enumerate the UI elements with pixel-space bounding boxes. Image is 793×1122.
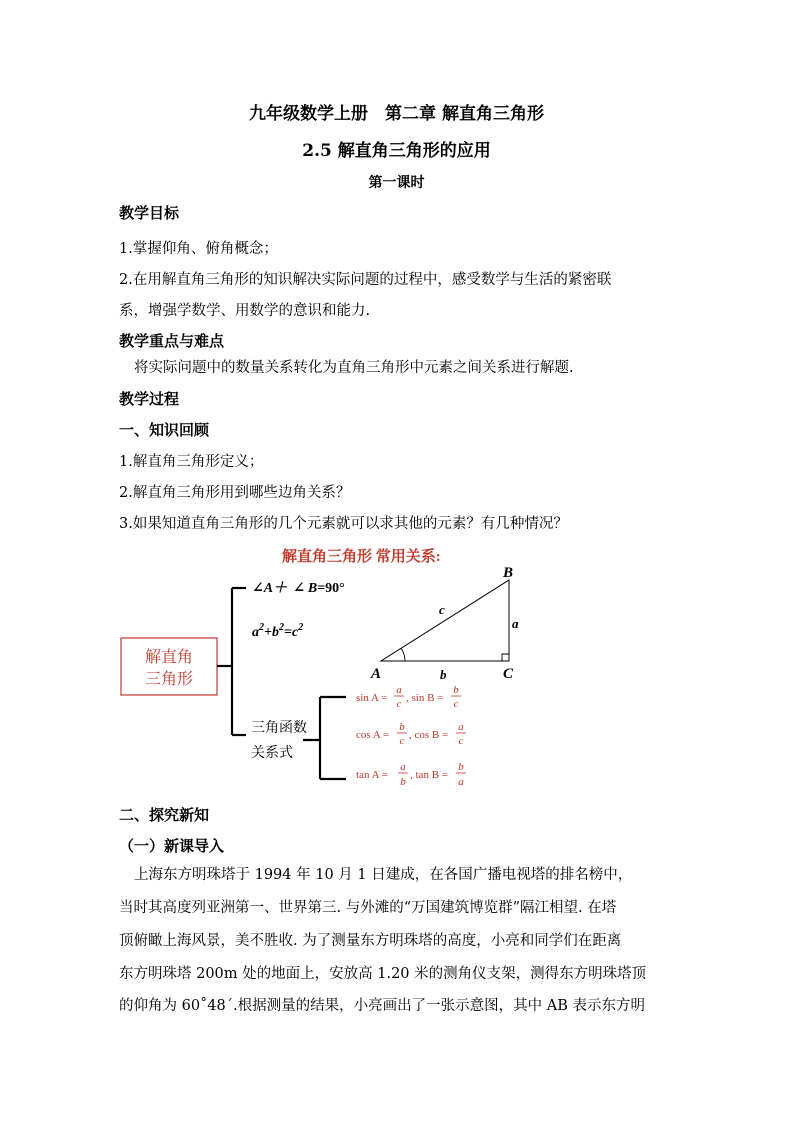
svg-text:sin A =: sin A = — [356, 692, 388, 704]
review-heading: 一、知识回顾 — [119, 421, 210, 439]
pythagorean-relation: $a^2+b^2=c^2$ — [252, 622, 304, 640]
svg-text:c: c — [458, 735, 464, 747]
svg-text:, cos B =: , cos B = — [409, 729, 449, 741]
svg-text:c: c — [453, 698, 459, 710]
vertex-b-label: B — [503, 565, 514, 581]
tangent-relations — [356, 761, 466, 788]
main-brace — [217, 588, 246, 735]
vertex-c-label: C — [503, 666, 514, 682]
sine-relations — [356, 684, 461, 710]
svg-text:, sin B =: , sin B = — [406, 692, 444, 704]
intro-paragraph-line-5: 的仰角为 60˚48´.根据测量的结果，小亮画出了一张示意图，其中 AB 表示东方明 — [119, 998, 645, 1014]
intro-paragraph-line-2: 当时其高度列亚洲第一、世界第三. 与外滩的“万国建筑博览群”隔江相望. 在塔 — [119, 900, 617, 916]
goal-item-2-line-1: 2.在用解直角三角形的知识解决实际问题的过程中，感受数学与生活的紧密联 — [119, 272, 612, 288]
vertex-a-label: A — [371, 666, 382, 682]
intro-paragraph-line-4: 东方明珠塔 200m 处的地面上，安放高 1.20 米的测角仪支架，测得东方明珠塔顶 — [119, 966, 647, 982]
svg-text:cos A =: cos A = — [356, 729, 390, 741]
trig-brace — [303, 697, 346, 779]
concept-box-line-1: 解直角 — [144, 649, 194, 666]
side-c-label: c — [439, 602, 445, 617]
keypoints-heading: 教学重点与难点 — [119, 332, 225, 350]
goals-heading: 教学目标 — [119, 204, 180, 222]
cosine-relations — [356, 721, 466, 747]
lesson-period: 第一课时 — [368, 175, 425, 191]
svg-text:a: a — [458, 776, 464, 788]
goal-item-1: 1.掌握仰角、俯角概念； — [119, 241, 278, 257]
review-question-1: 1.解直角三角形定义； — [119, 454, 264, 470]
svg-text:b: b — [400, 776, 406, 788]
svg-text:a: a — [458, 721, 464, 733]
review-question-2: 2.解直角三角形用到哪些边角关系？ — [119, 485, 351, 501]
svg-text:tan A =: tan A = — [356, 769, 388, 781]
review-question-3: 3.如果知道直角三角形的几个元素就可以求其他的元素？有几种情况？ — [119, 516, 568, 532]
angle-sum-relation: ∠A＋ ∠ B=90° — [252, 581, 345, 596]
right-triangle — [370, 565, 519, 682]
svg-text:b: b — [453, 684, 459, 696]
intro-paragraph-line-1: 上海东方明珠塔于 1994 年 10 月 1 日建成，在各国广播电视塔的排名榜中， — [134, 867, 633, 883]
trig-label-line-1: 三角函数 — [251, 721, 307, 736]
concept-box-line-2: 三角形 — [144, 671, 194, 688]
diagram-title: 解直角三角形 常用关系: — [282, 549, 441, 565]
svg-text:, tan B =: , tan B = — [410, 769, 448, 781]
lesson-title: 2.5 解直角三角形的应用 — [302, 141, 491, 161]
side-b-label: b — [440, 667, 447, 682]
svg-text:b: b — [399, 721, 405, 733]
svg-text:a: a — [396, 684, 402, 696]
svg-text:c: c — [396, 698, 402, 710]
keypoints-text: 将实际问题中的数量关系转化为直角三角形中元素之间关系进行解题. — [134, 360, 574, 376]
relations-diagram — [0, 540, 793, 800]
side-a-label: a — [512, 616, 519, 631]
explore-heading: 二、探究新知 — [119, 806, 210, 824]
intro-subheading: （一）新课导入 — [119, 837, 225, 855]
svg-text:c: c — [399, 735, 405, 747]
process-heading: 教学过程 — [119, 390, 180, 408]
goal-item-2-line-2: 系，增强学数学、用数学的意识和能力. — [119, 303, 371, 319]
document-title: 九年级数学上册 第二章 解直角三角形 — [249, 104, 544, 124]
svg-text:b: b — [458, 761, 464, 773]
svg-text:a: a — [400, 761, 406, 773]
trig-label-line-2: 关系式 — [251, 746, 293, 761]
angle-a-arc — [401, 648, 405, 661]
intro-paragraph-line-3: 顶俯瞰上海风景，美不胜收. 为了测量东方明珠塔的高度，小亮和同学们在距离 — [119, 933, 622, 949]
